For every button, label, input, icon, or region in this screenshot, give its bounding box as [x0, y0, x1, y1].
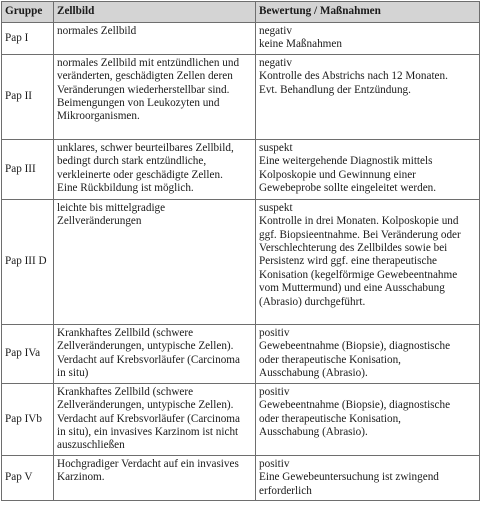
header-gruppe: Gruppe [2, 2, 54, 23]
cell-bewertung [256, 23, 480, 55]
bewertung-line: Gewebeentnahme (Biopsie), diagnostische [259, 340, 451, 353]
table-row [2, 383, 480, 455]
cell-bewertung [256, 54, 480, 139]
bewertung-line: suspekt [259, 141, 293, 154]
cell-gruppe: Pap IVb [2, 383, 54, 455]
bewertung-line: negativ [259, 25, 292, 37]
cell-zellbild [54, 199, 256, 324]
cell-bewertung [256, 199, 480, 324]
bewertung-line: Konisation (kegelförmige Gewebeentnahme [259, 268, 458, 281]
cell-bewertung [256, 455, 480, 500]
cell-zellbild [54, 324, 256, 383]
cell-bewertung [256, 324, 480, 383]
bewertung-line: suspekt [259, 201, 293, 214]
zellbild-line: normales Zellbild [57, 25, 137, 37]
bewertung-line: Gewebeprobe sollte eingeleitet werden. [259, 182, 437, 195]
cell-gruppe: Pap IVa [2, 324, 54, 383]
pap-classification-table [1, 1, 480, 501]
table-header-row [2, 2, 480, 23]
bewertung-line: Ausschabung (Abrasio). [259, 426, 368, 439]
zellbild-line: in situ) [57, 367, 89, 380]
zellbild-line: Krankhaftes Zellbild (schwere [57, 385, 194, 398]
bewertung-line: oder therapeutische Konisation, [259, 353, 401, 366]
zellbild-line: Hochgradiger Verdacht auf ein invasives [57, 457, 239, 470]
bewertung-line: ggf. Biopsieentnahme. Bei Veränderung oder [259, 228, 461, 241]
bewertung-line: positiv [259, 457, 290, 470]
bewertung-line: Kolposkopie und Gewinnung einer [259, 168, 416, 181]
bewertung-line: Gewebeentnahme (Biopsie), diagnostische [259, 399, 451, 412]
bewertung-line: Verschlechterung des Zellbildes sowie bei [259, 242, 448, 255]
bewertung-line: erforderlich [259, 484, 312, 497]
cell-bewertung [256, 139, 480, 199]
bewertung-line: Kontrolle des Abstrichs nach 12 Monaten. [259, 70, 448, 83]
bewertung-line: positiv [259, 385, 290, 398]
bewertung-line: keine Maßnahmen [259, 38, 342, 51]
zellbild-line: verkleinerte oder geschädigte Zellen. [57, 168, 223, 181]
zellbild-line: Eine Rückbildung ist möglich. [57, 182, 194, 195]
zellbild-line: Zellveränderungen, untypische Zellen). [57, 399, 234, 412]
cell-gruppe: Pap III D [2, 199, 54, 324]
table-row [2, 139, 480, 199]
cell-gruppe: Pap V [2, 455, 54, 500]
bewertung-line: Ausschabung (Abrasio). [259, 367, 368, 380]
table-row [2, 54, 480, 139]
bewertung-line: Persistenz wird ggf. eine therapeutische [259, 255, 438, 268]
bewertung-line: positiv [259, 326, 290, 339]
bewertung-line: (Abrasio) durchgeführt. [259, 295, 366, 308]
bewertung-line: Eine Gewebeuntersuchung ist zwingend [259, 471, 439, 484]
zellbild-line: normales Zellbild mit entzündlichen und [57, 56, 240, 69]
zellbild-line: in situ), ein invasives Karzinom ist nicht [57, 426, 239, 439]
bewertung-line: negativ [259, 56, 292, 69]
cell-zellbild [54, 455, 256, 500]
cell-zellbild [54, 23, 256, 55]
bewertung-line: Evt. Behandlung der Entzündung. [259, 83, 411, 96]
zellbild-line: Veränderungen wiederherstellbar sind. [57, 83, 230, 96]
zellbild-line: bedingt durch stark entzündliche, [57, 155, 207, 168]
zellbild-line: Krankhaftes Zellbild (schwere [57, 326, 194, 339]
zellbild-line: auszuschließen [57, 439, 125, 452]
bewertung-line: vom Muttermund) und eine Ausschabung [259, 282, 445, 295]
zellbild-line: Zellveränderungen, untypische Zellen). [57, 340, 234, 353]
table-row [2, 199, 480, 324]
zellbild-line: veränderten, geschädigten Zellen deren [57, 70, 233, 83]
cell-zellbild [54, 139, 256, 199]
cell-gruppe: Pap III [2, 139, 54, 199]
table-row [2, 455, 480, 500]
table-row [2, 23, 480, 55]
bewertung-line: Eine weitergehende Diagnostik mittels [259, 155, 433, 168]
zellbild-line: leichte bis mittelgradige [57, 201, 166, 214]
zellbild-line: unklares, schwer beurteilbares Zellbild, [57, 141, 234, 154]
zellbild-line: Verdacht auf Krebsvorläufer (Carcinoma [57, 412, 240, 425]
bewertung-line: oder therapeutische Konisation, [259, 412, 401, 425]
cell-zellbild [54, 54, 256, 139]
zellbild-line: Verdacht auf Krebsvorläufer (Carcinoma [57, 353, 240, 366]
cell-gruppe: Pap I [2, 23, 54, 55]
table-row [2, 324, 480, 383]
cell-bewertung [256, 383, 480, 455]
header-bewertung: Bewertung / Maßnahmen [256, 2, 480, 23]
cell-gruppe: Pap II [2, 54, 54, 139]
bewertung-line: Kontrolle in drei Monaten. Kolposkopie und [259, 215, 459, 228]
header-zellbild: Zellbild [54, 2, 256, 23]
table-body [2, 23, 480, 501]
zellbild-line: Zellveränderungen [57, 215, 142, 228]
zellbild-line: Mikroorganismen. [57, 110, 140, 123]
zellbild-line: Beimengungen von Leukozyten und [57, 97, 220, 110]
zellbild-line: Karzinom. [57, 471, 105, 484]
cell-zellbild [54, 383, 256, 455]
